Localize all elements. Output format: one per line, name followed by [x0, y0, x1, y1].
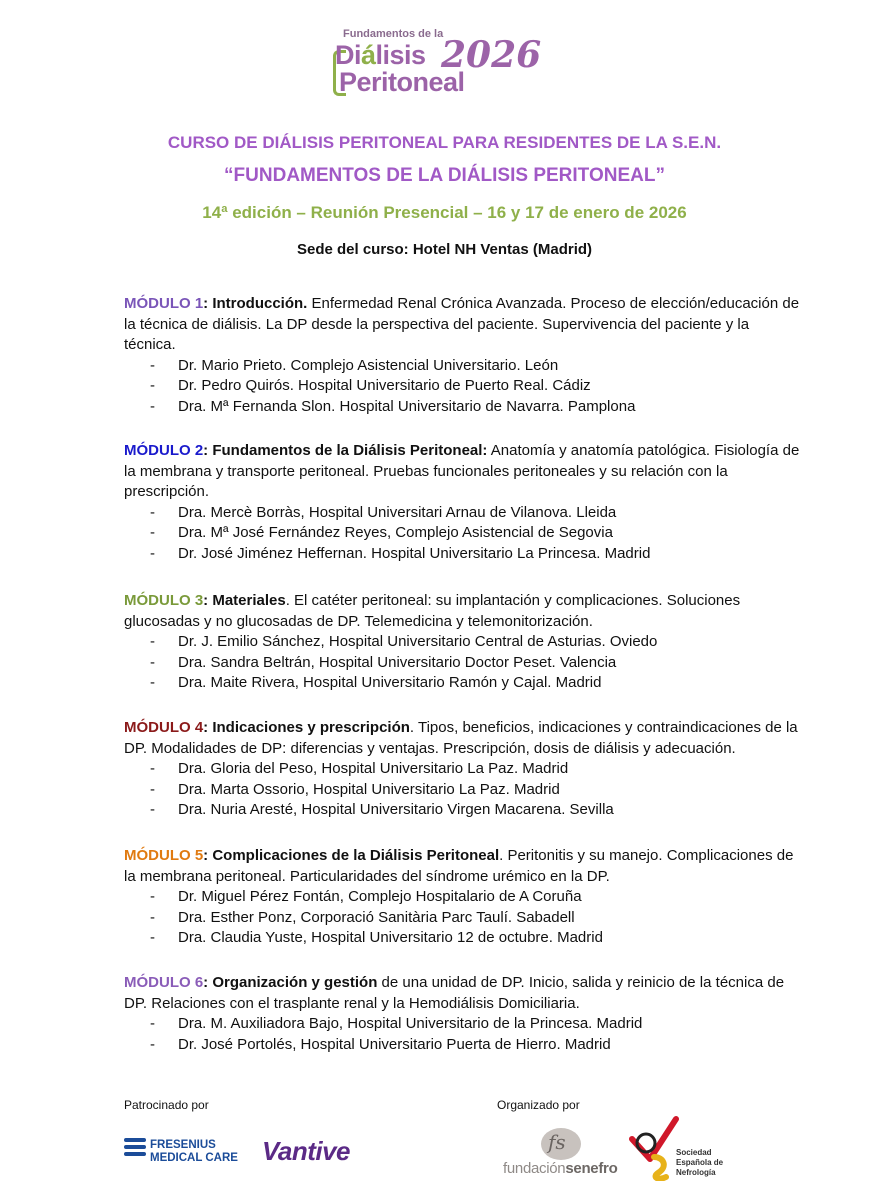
speaker-name: Dra. Maite Rivera, Hospital Universitario Ramón y Cajal. Madrid	[178, 674, 602, 691]
speaker-list	[124, 632, 804, 694]
module-title: Introducción.	[212, 295, 308, 312]
speaker-list	[124, 759, 804, 821]
dash-bullet: -	[150, 1015, 155, 1032]
speaker-list	[124, 356, 804, 418]
module-description: Anatomía y anatomía patológica. Fisiología de la membrana y transporte peritoneal. Pruebas funcionales peritoneales y su relación con la prescripción.	[124, 442, 800, 500]
speaker-name: Dra. Mercè Borràs, Hospital Universitari Arnau de Vilanova. Lleida	[178, 503, 617, 521]
dash-bullet: -	[150, 524, 155, 541]
dash-bullet: -	[150, 780, 155, 798]
speaker-name: Dr. José Portolés, Hospital Universitario Puerta de Hierro. Madrid	[178, 1035, 611, 1053]
speaker-item	[124, 673, 804, 694]
speaker-name: Dra. Nuria Aresté, Hospital Universitario Virgen Macarena. Sevilla	[178, 801, 614, 818]
module-title: Complicaciones de la Diálisis Peritoneal	[212, 847, 500, 864]
module-colon: :	[203, 974, 213, 991]
organized-by-label: Organizado por	[497, 1098, 580, 1112]
module-title: Indicaciones y prescripción	[212, 719, 410, 736]
speaker-item	[124, 376, 804, 397]
sen-line-3: Nefrología	[676, 1168, 716, 1177]
speaker-item	[124, 1014, 804, 1035]
senefro-mark: fs	[548, 1130, 566, 1154]
logo-year: 2026	[441, 34, 542, 76]
module-colon: :	[203, 847, 213, 864]
module-description: . Peritonitis y su manejo. Complicaciones de la membrana peritoneal. Particularidades del síndrome urémico en la DP.	[124, 847, 794, 885]
module-title: Fundamentos de la Diálisis Peritoneal:	[212, 442, 488, 459]
module-2	[124, 441, 804, 564]
speaker-item	[124, 887, 804, 908]
dash-bullet: -	[150, 397, 155, 415]
logo-top-line: Fundamentos de la	[343, 28, 444, 40]
module-colon: :	[203, 442, 213, 459]
dash-bullet: -	[150, 377, 155, 394]
module-heading	[124, 441, 804, 503]
dash-bullet: -	[150, 1035, 155, 1053]
dash-bullet: -	[150, 544, 155, 562]
sen-logo-icon	[628, 1113, 683, 1181]
dash-bullet: -	[150, 929, 155, 946]
speaker-item	[124, 780, 804, 801]
module-1	[124, 294, 804, 417]
dash-bullet: -	[150, 356, 155, 374]
speaker-list	[124, 887, 804, 949]
module-heading	[124, 294, 804, 356]
fresenius-mark-icon	[124, 1138, 146, 1164]
sen-line-2: Española de	[676, 1158, 724, 1167]
logo-accent-letter: á	[361, 40, 376, 70]
speaker-name: Dra. Esther Ponz, Corporació Sanitària Parc Taulí. Sabadell	[178, 908, 575, 926]
course-title: CURSO DE DIÁLISIS PERITONEAL PARA RESIDENTES DE LA S.E.N.	[167, 133, 722, 152]
speaker-item	[124, 653, 804, 674]
speaker-name: Dra. Claudia Yuste, Hospital Universitario 12 de octubre. Madrid	[178, 929, 603, 946]
speaker-name: Dr. J. Emilio Sánchez, Hospital Universitario Central de Asturias. Oviedo	[178, 633, 658, 650]
course-logo	[333, 20, 542, 100]
venue: Sede del curso: Hotel NH Ventas (Madrid)	[296, 241, 593, 258]
speaker-name: Dr. José Jiménez Heffernan. Hospital Universitario La Princesa. Madrid	[178, 544, 651, 562]
sen-wordmark	[676, 1148, 723, 1178]
module-number: MÓDULO 3	[124, 592, 204, 609]
sponsored-by-label: Patrocinado por	[124, 1098, 209, 1112]
speaker-name: Dr. Mario Prieto. Complejo Asistencial Universitario. León	[178, 356, 559, 374]
course-subtitle: “FUNDAMENTOS DE LA DIÁLISIS PERITONEAL”	[224, 165, 665, 186]
fresenius-wordmark	[150, 1139, 238, 1165]
dash-bullet: -	[150, 760, 155, 777]
dash-bullet: -	[150, 801, 155, 818]
dash-bullet: -	[150, 674, 155, 691]
senefro-bold: senefro	[565, 1160, 618, 1177]
module-heading	[124, 846, 804, 887]
edition-dates: 14ª edición – Reunión Presencial – 16 y 17 de enero de 2026	[202, 203, 687, 222]
module-colon: :	[203, 719, 213, 736]
module-3	[124, 591, 804, 694]
module-heading	[124, 591, 804, 632]
module-number: MÓDULO 1	[124, 295, 204, 312]
fresenius-logo	[124, 1136, 238, 1172]
fresenius-line-1: FRESENIUS	[150, 1139, 216, 1151]
module-colon: :	[203, 295, 213, 312]
module-description: . Tipos, beneficios, indicaciones y contraindicaciones de la DP. Modalidades de DP: diferencias y ventajas. Prescripción, dosis de diálisis y adecuación.	[124, 719, 798, 757]
speaker-name: Dra. Mª José Fernández Reyes, Complejo Asistencial de Segovia	[178, 524, 613, 541]
speaker-name: Dr. Miguel Pérez Fontán, Complejo Hospitalario de A Coruña	[178, 888, 582, 905]
module-heading	[124, 718, 804, 759]
logo-line-2: Peritoneal	[339, 67, 465, 97]
module-description: . El catéter peritoneal: su implantación y complicaciones. Soluciones glucosadas y no glucosadas de DP. Telemedicina y telemonitorización.	[124, 592, 741, 630]
fresenius-line-2: MEDICAL CARE	[150, 1152, 238, 1164]
speaker-item	[124, 356, 804, 377]
speaker-name: Dra. Sandra Beltrán, Hospital Universitario Doctor Peset. Valencia	[178, 653, 617, 671]
module-number: MÓDULO 2	[124, 442, 204, 459]
module-6	[124, 973, 804, 1055]
speaker-name: Dra. Mª Fernanda Slon. Hospital Universitario de Navarra. Pamplona	[178, 397, 636, 415]
module-title: Materiales	[212, 592, 286, 609]
senefro-light: fundación	[503, 1160, 566, 1177]
speaker-item	[124, 800, 804, 821]
dash-bullet: -	[150, 908, 155, 926]
module-heading	[124, 973, 804, 1014]
speaker-name: Dra. Gloria del Peso, Hospital Universitario La Paz. Madrid	[178, 760, 569, 777]
module-number: MÓDULO 4	[124, 719, 204, 736]
sen-line-1: Sociedad	[676, 1148, 712, 1157]
module-number: MÓDULO 6	[124, 974, 204, 991]
dash-bullet: -	[150, 633, 155, 650]
dash-bullet: -	[150, 503, 155, 521]
module-colon: :	[203, 592, 213, 609]
module-title: Organización y gestión	[212, 974, 378, 991]
dash-bullet: -	[150, 653, 155, 671]
module-description: de una unidad de DP. Inicio, salida y reinicio de la técnica de DP. Relaciones con el trasplante renal y la Hemodiálisis Domiciliaria.	[124, 974, 785, 1012]
speaker-item	[124, 928, 804, 949]
senefro-wordmark	[503, 1160, 617, 1177]
module-number: MÓDULO 5	[124, 847, 204, 864]
speaker-list	[124, 1014, 804, 1055]
speaker-item	[124, 544, 804, 565]
speaker-item	[124, 908, 804, 929]
module-description: Enfermedad Renal Crónica Avanzada. Proceso de elección/educación de la técnica de diálisis. La DP desde la perspectiva del paciente. Supervivencia del paciente y la técnica.	[124, 295, 800, 353]
dash-bullet: -	[150, 888, 155, 905]
speaker-item	[124, 397, 804, 418]
vantive-logo: Vantive	[262, 1136, 351, 1166]
speaker-name: Dra. M. Auxiliadora Bajo, Hospital Universitario de la Princesa. Madrid	[178, 1015, 643, 1032]
speaker-name: Dr. Pedro Quirós. Hospital Universitario de Puerto Real. Cádiz	[178, 377, 591, 394]
speaker-item	[124, 523, 804, 544]
logo-line-1: Diálisis	[335, 40, 426, 70]
speaker-item	[124, 1035, 804, 1056]
speaker-item	[124, 632, 804, 653]
speaker-list	[124, 503, 804, 565]
speaker-item	[124, 759, 804, 780]
module-4	[124, 718, 804, 821]
speaker-item	[124, 503, 804, 524]
module-5	[124, 846, 804, 949]
speaker-name: Dra. Marta Ossorio, Hospital Universitario La Paz. Madrid	[178, 780, 560, 798]
